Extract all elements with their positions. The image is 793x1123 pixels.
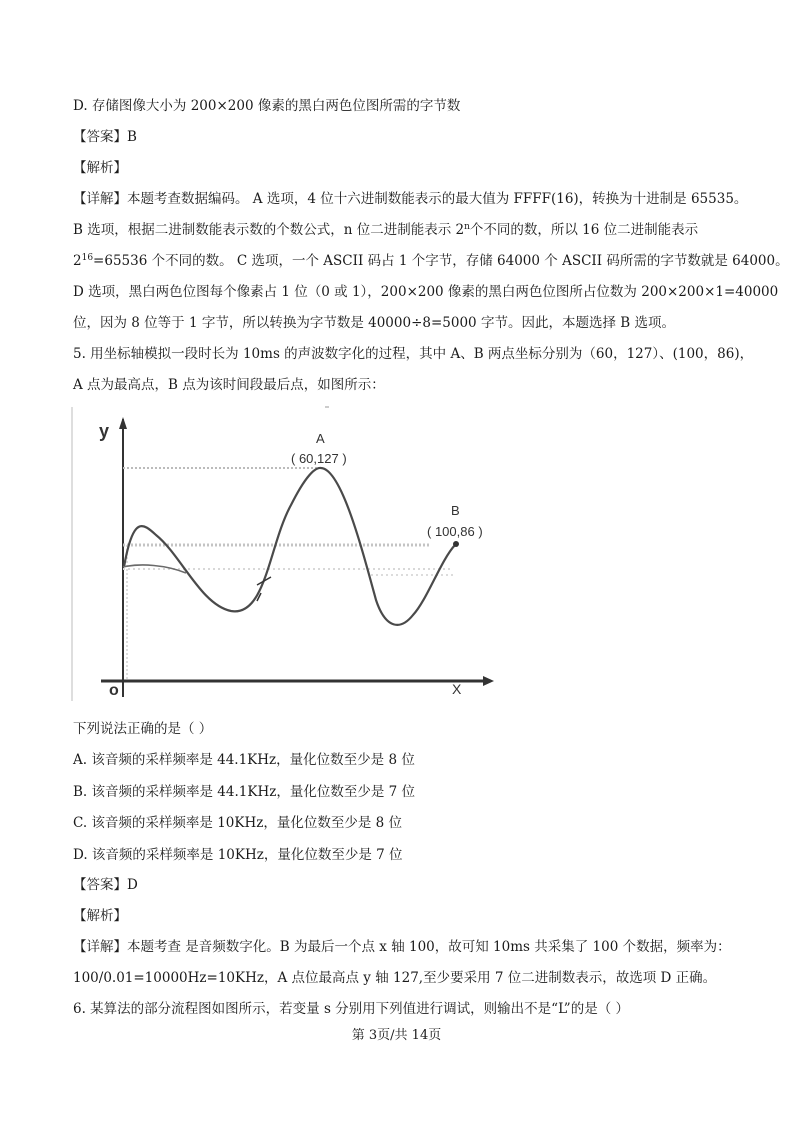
q4-detail-line-1: 【详解】本题考查数据编码。 A 选项，4 位十六进制数能表示的最大值为 FFFF(16)，转换为十进制是 65535。 [73,191,748,207]
q5-analysis-heading: 【解析】 [73,908,127,924]
q4-detail-line-4: D 选项，黑白两色位图每个像素占 1 位（0 或 1），200×200 像素的黑白两色位图所占位数为 200×200×1=40000 [73,284,779,300]
point-b-coords: ( 100,86 ) [427,524,483,539]
q4-detail-line-3-end: =65536 个不同的数。 C 选项，一个 ASCII 码占 1 个字节，存储 64000 个 ASCII 码所需的字节数就是 64000。 [93,253,789,269]
point-a-name: A [316,431,325,446]
q5-question: 下列说法正确的是（ ） [73,721,213,737]
q5-option-d: D. 该音频的采样频率是 10KHz，量化位数至少是 7 位 [73,847,403,863]
q5-option-a: A. 该音频的采样频率是 44.1KHz，量化位数至少是 8 位 [73,752,415,768]
superscript-n: n [464,222,470,232]
q4-detail-line-2-start: B 选项，根据二进制数能表示数的个数公式，n 位二进制能表示 2 [73,222,465,238]
q4-answer: 【答案】B [73,129,137,145]
q5-stem-line-2: A 点为最高点，B 点为该时间段最后点，如图所示： [73,377,385,393]
page-footer: 第 3页/共 14页 [351,1028,442,1043]
q4-detail-line-2 [73,221,698,239]
q5-detail-line-2: 100/0.01=10000Hz=10KHz，A 点位最高点 y 轴 127,至少要采用 7 位二进制数表示，故选项 D 正确。 [73,970,717,986]
x-axis-label: X [452,681,462,697]
q5-option-c: C. 该音频的采样频率是 10KHz，量化位数至少是 8 位 [73,815,403,831]
y-axis-label: y [99,421,110,441]
q5-option-b: B. 该音频的采样频率是 44.1KHz，量化位数至少是 7 位 [73,784,415,800]
superscript-16: 16 [81,253,94,263]
q5-stem-line-1: 5. 用坐标轴模拟一段时长为 10ms 的声波数字化的过程，其中 A、B 两点坐标分别为（60，127）、(100，86)， [73,346,754,362]
q4-analysis-heading: 【解析】 [73,160,127,176]
q5-answer: 【答案】D [73,877,138,893]
q5-detail-line-1: 【详解】本题考查 是音频数字化。B 为最后一个点 x 轴 100，故可知 10ms 共采集了 100 个数据，频率为： [73,939,731,955]
q4-detail-line-5: 位，因为 8 位等于 1 字节，所以转换为字节数是 40000÷8=5000 字节。因此，本题选择 B 选项。 [73,315,675,331]
point-b-name: B [451,503,460,518]
point-b-marker [453,541,459,547]
q4-detail-line-3 [73,252,789,270]
origin-label: o [109,682,119,699]
y-axis-arrow [119,417,127,429]
q4-detail-line-2-end: 个不同的数，所以 16 位二进制能表示 [469,222,699,238]
sound-wave-graph [71,405,501,705]
point-a-coords: ( 60,127 ) [291,451,347,466]
sound-wave-curve [124,468,455,625]
q6-stem: 6. 某算法的部分流程图如图所示，若变量 s 分别用下列值进行调试，则输出不是“L”的是（ ） [73,1001,630,1017]
q4-option-d: D. 存储图像大小为 200×200 像素的黑白两色位图所需的字节数 [73,98,461,114]
x-axis-arrow [483,676,494,686]
q4-detail-line-3-base: 2 [73,253,82,269]
